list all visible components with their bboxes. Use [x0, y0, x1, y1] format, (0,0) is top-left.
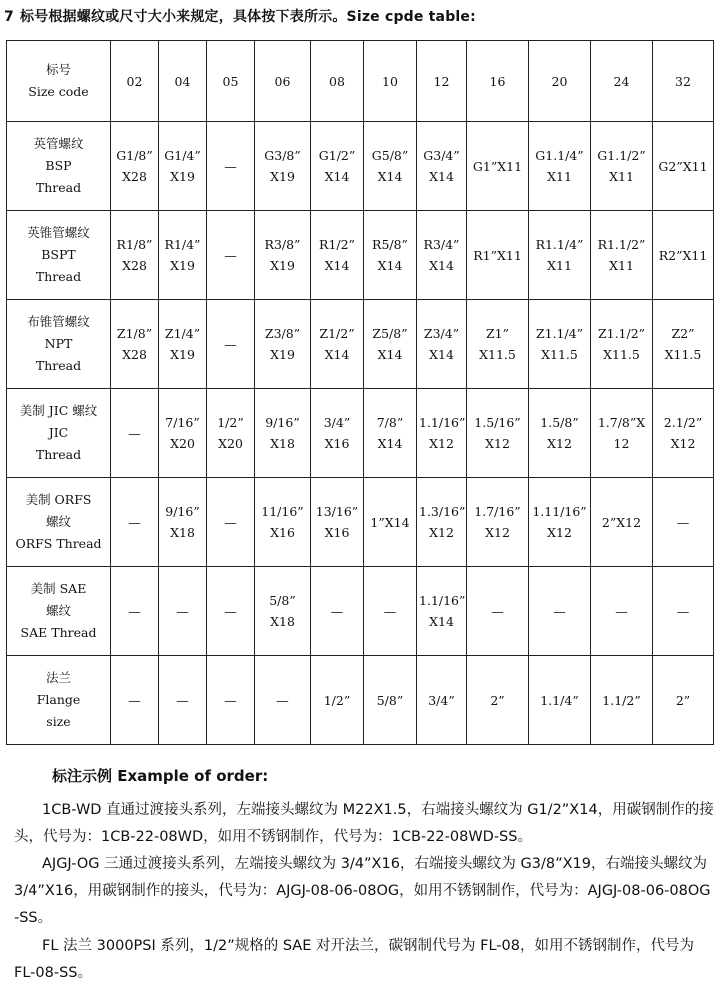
- cell-text: X19: [270, 347, 295, 362]
- cell-text: Z1/4”: [164, 326, 201, 341]
- table-cell: [529, 122, 591, 211]
- size-code-header-cell: 08: [311, 41, 364, 122]
- cell-text: —: [224, 514, 237, 530]
- cell-text: G1/4”: [164, 148, 201, 163]
- table-cell: [529, 300, 591, 389]
- cell-text: 1.11/16”: [532, 504, 587, 519]
- cell-text: 英锥管螺纹: [27, 225, 90, 240]
- table-cell: [111, 567, 159, 656]
- table-row: [7, 567, 714, 656]
- cell-text: —: [676, 514, 690, 530]
- table-cell: [467, 211, 529, 300]
- table-cell: [417, 478, 467, 567]
- cell-text: Z3/4”: [423, 326, 460, 341]
- cell-text: 法兰: [45, 670, 71, 685]
- cell-text: X12: [547, 436, 572, 451]
- cell-text: 5/8”: [376, 692, 404, 708]
- cell-text: 1.7/8”X: [597, 415, 646, 430]
- cell-text: —: [176, 603, 189, 619]
- cell-text: X11.5: [541, 347, 578, 362]
- cell-text: —: [676, 603, 690, 619]
- table-cell: [653, 122, 714, 211]
- cell-text: Z1”: [485, 326, 510, 341]
- cell-text: Z1.1/4”: [535, 326, 584, 341]
- cell-text: —: [128, 514, 141, 530]
- cell-text: 5/8”: [269, 593, 296, 608]
- cell-text: —: [128, 692, 141, 708]
- cell-text: 7/8”: [376, 415, 404, 430]
- cell-text: X14: [429, 258, 454, 273]
- section-number: 7: [4, 9, 14, 25]
- cell-text: R1/2”: [319, 237, 355, 252]
- table-cell: [417, 389, 467, 478]
- example-paragraph-3: FL 法兰 3000PSI 系列，1/2”规格的 SAE 对开法兰，碳钢制代号为 FL-08，如用不锈钢制作，代号为 FL-08-SS。: [14, 938, 694, 981]
- cell-text: X20: [218, 436, 243, 451]
- cell-text: X19: [170, 169, 195, 184]
- table-row: [7, 389, 714, 478]
- cell-text: X14: [429, 614, 454, 629]
- table-cell: [207, 567, 255, 656]
- cell-text: X14: [377, 169, 403, 184]
- cell-text: X12: [670, 436, 696, 451]
- cell-text: 1.1/4”: [540, 692, 579, 708]
- table-row: [7, 211, 714, 300]
- cell-text: 1.7/16”: [474, 504, 521, 519]
- cell-text: R3/4”: [423, 237, 460, 252]
- size-code-header-cell: 06: [255, 41, 311, 122]
- cell-text: X18: [270, 436, 295, 451]
- table-cell: [467, 656, 529, 745]
- table-cell: [159, 478, 207, 567]
- cell-text: NPT: [44, 336, 73, 351]
- cell-text: 1.5/16”: [474, 415, 521, 430]
- row-label-cell: [7, 567, 111, 656]
- example-title: 标注示例 Example of order:: [52, 767, 269, 785]
- cell-text: 11/16”: [261, 504, 304, 519]
- table-cell: [207, 122, 255, 211]
- cell-text: —: [224, 158, 237, 174]
- cell-text: —: [128, 425, 141, 441]
- cell-text: R1.1/2”: [597, 237, 646, 252]
- table-cell: [529, 478, 591, 567]
- cell-text: 12: [613, 436, 630, 451]
- size-code-header-cell: 16: [467, 41, 529, 122]
- table-cell: [591, 122, 653, 211]
- table-cell: [111, 300, 159, 389]
- table-cell: [311, 478, 364, 567]
- table-cell: [255, 300, 311, 389]
- size-code-header-cell: 32: [653, 41, 714, 122]
- table-cell: [529, 656, 591, 745]
- table-cell: [467, 300, 529, 389]
- cell-text: G1/2”: [318, 148, 356, 163]
- table-header-row: [7, 41, 714, 122]
- cell-text: size: [46, 714, 71, 729]
- table-cell: [255, 389, 311, 478]
- cell-text: 1”X14: [370, 514, 410, 530]
- row-label-cell: [7, 656, 111, 745]
- size-code-header-cell: 05: [207, 41, 255, 122]
- cell-text: 3/4”: [323, 415, 351, 430]
- table-cell: [417, 211, 467, 300]
- table-cell: [467, 389, 529, 478]
- cell-text: Z1/2”: [319, 326, 355, 341]
- cell-text: X11.5: [603, 347, 640, 362]
- cell-text: 1.1/16”: [419, 593, 466, 608]
- cell-text: R5/8”: [372, 237, 408, 252]
- table-cell: [529, 567, 591, 656]
- cell-text: 美制 JIC 螺纹: [19, 403, 98, 418]
- example-paragraph-2: AJGJ-OG 三通过渡接头系列，左端接头螺纹为 3/4”X16，右端接头螺纹为 G3/8”X19，右端接头螺纹为 3/4”X16，用碳钢制作的接头，代号为：AJGJ-08-06-08OG，如用不锈钢制作，代号为：AJGJ-08-06-08OG -SS。: [14, 856, 711, 926]
- cell-text: X12: [429, 436, 454, 451]
- cell-text: ORFS Thread: [15, 536, 102, 551]
- table-cell: [207, 300, 255, 389]
- cell-text: X28: [122, 347, 147, 362]
- row-label-cell: [7, 389, 111, 478]
- cell-text: X28: [122, 258, 147, 273]
- table-cell: [255, 211, 311, 300]
- cell-text: X11: [609, 169, 634, 184]
- table-cell: [591, 656, 653, 745]
- cell-text: X11: [547, 258, 572, 273]
- table-cell: [653, 300, 714, 389]
- cell-text: X14: [377, 436, 403, 451]
- cell-text: X12: [429, 525, 454, 540]
- cell-text: 9/16”: [265, 415, 300, 430]
- cell-text: —: [224, 336, 237, 352]
- size-code-table: [6, 40, 714, 745]
- cell-text: —: [224, 603, 237, 619]
- table-cell: [311, 567, 364, 656]
- cell-text: 1.3/16”: [419, 504, 466, 519]
- row-label-cell: [7, 300, 111, 389]
- cell-text: 美制 ORFS: [25, 492, 92, 507]
- table-cell: [417, 122, 467, 211]
- cell-text: R1.1/4”: [535, 237, 584, 252]
- table-cell: [207, 656, 255, 745]
- table-cell: [591, 300, 653, 389]
- size-code-header-cell: 20: [529, 41, 591, 122]
- cell-text: 1.1/2”: [602, 692, 641, 708]
- size-code-header-cell: 04: [159, 41, 207, 122]
- cell-text: JIC: [48, 425, 69, 440]
- table-cell: [159, 567, 207, 656]
- cell-text: X16: [324, 525, 350, 540]
- table-cell: [111, 656, 159, 745]
- cell-text: Flange: [36, 692, 81, 707]
- table-row: [7, 656, 714, 745]
- cell-text: 英管螺纹: [33, 136, 84, 151]
- cell-text: 9/16”: [165, 504, 200, 519]
- table-cell: [467, 478, 529, 567]
- cell-text: R1/4”: [164, 237, 201, 252]
- cell-text: Z5/8”: [372, 326, 408, 341]
- cell-text: X11.5: [479, 347, 516, 362]
- cell-text: R2”X11: [658, 247, 708, 263]
- size-code-header-cell: 02: [111, 41, 159, 122]
- cell-text: G3/8”: [264, 148, 301, 163]
- cell-text: Z1.1/2”: [597, 326, 646, 341]
- cell-text: BSPT: [41, 247, 76, 262]
- cell-text: Z3/8”: [264, 326, 301, 341]
- table-cell: [311, 300, 364, 389]
- cell-text: X16: [324, 436, 350, 451]
- section-title: 标号根据螺纹或尺寸大小来规定，具体按下表所示。Size cpde table:: [19, 9, 476, 25]
- cell-text: 2.1/2”: [663, 415, 703, 430]
- table-cell: [653, 211, 714, 300]
- table-cell: [311, 122, 364, 211]
- cell-text: 1.5/8”: [540, 415, 579, 430]
- cell-text: G5/8”: [371, 148, 409, 163]
- table-cell: [417, 656, 467, 745]
- cell-text: 美制 SAE: [30, 581, 87, 596]
- cell-text: R1”X11: [473, 247, 522, 263]
- cell-text: 2”: [675, 692, 691, 708]
- cell-text: X14: [324, 258, 350, 273]
- table-cell: [255, 122, 311, 211]
- cell-text: 7/16”: [165, 415, 200, 430]
- cell-text: —: [224, 247, 237, 263]
- cell-text: X14: [324, 347, 350, 362]
- cell-text: —: [176, 692, 189, 708]
- table-cell: [591, 567, 653, 656]
- size-code-header-cell: 10: [364, 41, 417, 122]
- cell-text: X18: [270, 614, 295, 629]
- cell-text: 1/2”: [217, 415, 244, 430]
- cell-text: X11: [609, 258, 634, 273]
- table-cell: [653, 478, 714, 567]
- cell-text: X28: [122, 169, 147, 184]
- cell-text: Thread: [35, 269, 82, 284]
- table-cell: [364, 300, 417, 389]
- table-cell: [255, 656, 311, 745]
- cell-text: 1/2”: [323, 692, 351, 708]
- table-cell: [159, 211, 207, 300]
- table-cell: [311, 389, 364, 478]
- table-row: [7, 478, 714, 567]
- cell-text: X12: [485, 525, 510, 540]
- cell-text: —: [553, 603, 566, 619]
- cell-text: 螺纹: [45, 603, 71, 618]
- cell-text: X14: [324, 169, 350, 184]
- table-cell: [207, 389, 255, 478]
- table-cell: [364, 656, 417, 745]
- cell-text: Thread: [35, 447, 82, 462]
- table-cell: [591, 478, 653, 567]
- table-cell: [159, 389, 207, 478]
- table-cell: [529, 211, 591, 300]
- cell-text: 13/16”: [315, 504, 359, 519]
- cell-text: G2”X11: [658, 158, 708, 174]
- table-cell: [529, 389, 591, 478]
- table-cell: [417, 300, 467, 389]
- table-cell: [159, 300, 207, 389]
- cell-text: BSP: [45, 158, 72, 173]
- table-cell: [111, 389, 159, 478]
- cell-text: R3/8”: [264, 237, 301, 252]
- cell-text: X11.5: [664, 347, 702, 362]
- table-row: [7, 122, 714, 211]
- cell-text: Thread: [35, 180, 82, 195]
- cell-text: Z1/8”: [116, 326, 153, 341]
- cell-text: X11: [547, 169, 572, 184]
- cell-text: 螺纹: [45, 514, 71, 529]
- cell-text: —: [615, 603, 628, 619]
- cell-text: 2”: [490, 692, 505, 708]
- cell-text: Z2”: [671, 326, 695, 341]
- cell-text: G1”X11: [472, 158, 523, 174]
- table-cell: [467, 122, 529, 211]
- cell-text: X18: [170, 525, 195, 540]
- table-cell: [311, 211, 364, 300]
- table-cell: [653, 567, 714, 656]
- table-cell: [364, 211, 417, 300]
- table-cell: [364, 478, 417, 567]
- cell-text: X19: [170, 258, 195, 273]
- table-cell: [159, 122, 207, 211]
- table-cell: [591, 211, 653, 300]
- cell-text: X19: [270, 258, 295, 273]
- header-label-cell: [7, 41, 111, 122]
- cell-text: G3/4”: [423, 148, 460, 163]
- cell-text: X14: [429, 347, 454, 362]
- cell-text: —: [128, 603, 141, 619]
- table-row: [7, 300, 714, 389]
- table-cell: [417, 567, 467, 656]
- cell-text: G1.1/2”: [597, 148, 646, 163]
- example-paragraph-1: 1CB-WD 直通过渡接头系列，左端接头螺纹为 M22X1.5，右端接头螺纹为 G1/2”X14，用碳钢制作的接头，代号为：1CB-22-08WD，如用不锈钢制作，代号为：1CB-22-08WD-SS。: [14, 802, 714, 845]
- cell-text: G1/8”: [116, 148, 153, 163]
- table-cell: [111, 211, 159, 300]
- table-cell: [653, 389, 714, 478]
- cell-text: X20: [170, 436, 195, 451]
- cell-text: 标号: [45, 62, 71, 77]
- size-code-header-cell: 24: [591, 41, 653, 122]
- row-label-cell: [7, 122, 111, 211]
- cell-text: X14: [429, 169, 454, 184]
- cell-text: —: [383, 603, 397, 619]
- cell-text: 3/4”: [428, 692, 455, 708]
- cell-text: X14: [377, 258, 403, 273]
- cell-text: —: [491, 603, 504, 619]
- table-cell: [591, 389, 653, 478]
- cell-text: X14: [377, 347, 403, 362]
- table-cell: [207, 211, 255, 300]
- size-code-header-cell: 12: [417, 41, 467, 122]
- cell-text: G1.1/4”: [535, 148, 584, 163]
- cell-text: X19: [170, 347, 195, 362]
- cell-text: X16: [270, 525, 295, 540]
- table-cell: [255, 478, 311, 567]
- table-cell: [159, 656, 207, 745]
- cell-text: X12: [547, 525, 572, 540]
- cell-text: X19: [270, 169, 295, 184]
- cell-text: Size code: [28, 84, 89, 99]
- section-heading: [4, 6, 476, 26]
- table-cell: [311, 656, 364, 745]
- row-label-cell: [7, 211, 111, 300]
- row-label-cell: [7, 478, 111, 567]
- cell-text: 2”X12: [601, 514, 642, 530]
- cell-text: R1/8”: [116, 237, 153, 252]
- cell-text: Thread: [35, 358, 82, 373]
- cell-text: 1.1/16”: [419, 415, 466, 430]
- table-cell: [364, 567, 417, 656]
- cell-text: —: [276, 692, 289, 708]
- cell-text: SAE Thread: [20, 625, 97, 640]
- table-cell: [653, 656, 714, 745]
- cell-text: —: [224, 692, 237, 708]
- cell-text: —: [330, 603, 344, 619]
- table-cell: [364, 122, 417, 211]
- table-cell: [111, 122, 159, 211]
- table-cell: [111, 478, 159, 567]
- table-cell: [364, 389, 417, 478]
- cell-text: 布锥管螺纹: [27, 314, 90, 329]
- table-cell: [207, 478, 255, 567]
- table-cell: [467, 567, 529, 656]
- table-cell: [255, 567, 311, 656]
- cell-text: X12: [485, 436, 510, 451]
